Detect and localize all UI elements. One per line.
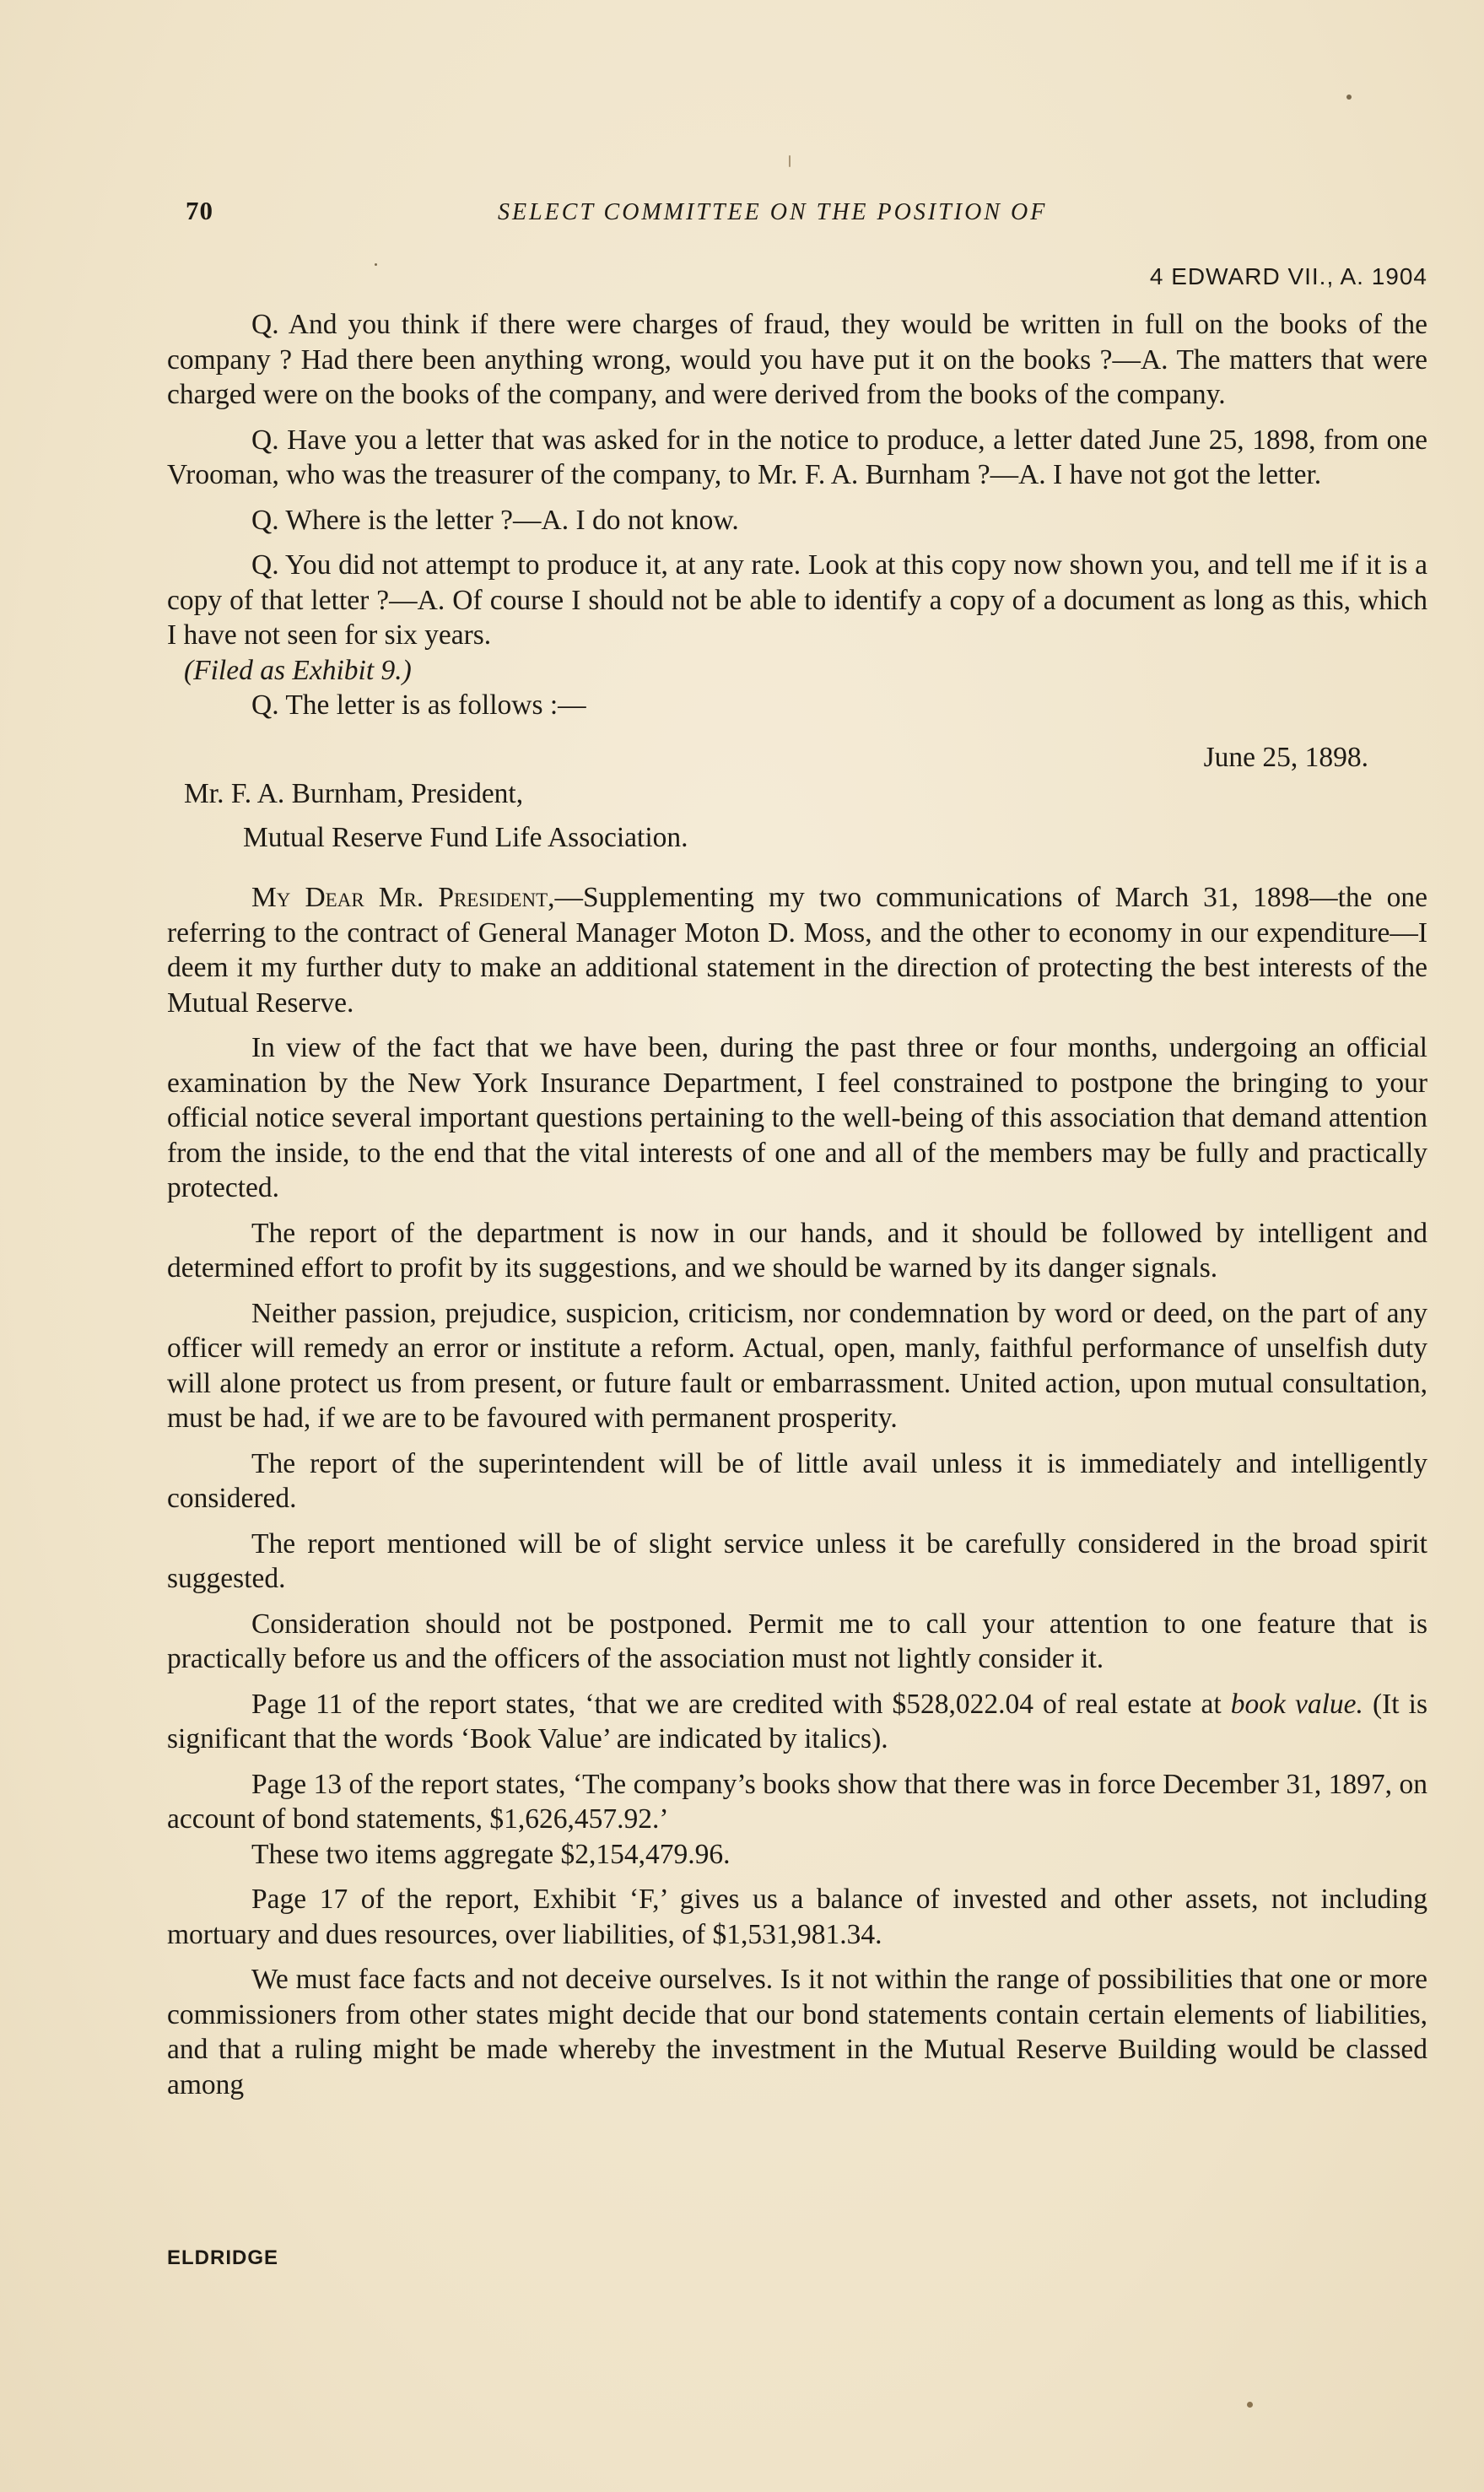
paragraph-salutation: [167, 880, 1427, 1020]
salutation-paragraph-text: —Supplementing my two communications of March 31, 1898—the one referring to the contract of General Manager Moton D. Moss, and the other to economy in our expenditure—I deem it my further duty to make an additional statement in the direction of protecting the best interests of the Mutual Reserve.: [167, 882, 1428, 1019]
letter-address-line-1: Mr. F. A. Burnham, President,: [184, 778, 524, 809]
paper-speck: [1346, 95, 1352, 100]
paper-speck: [789, 155, 791, 167]
page-number: 70: [186, 196, 213, 225]
paragraph-q-produce-copy: Q. You did not attempt to produce it, at any rate. Look at this copy now shown you, and tell me if it is a copy of that letter ?—A. Of course I should not be able to identify a copy of a document as long as this, which I have not seen for six years.: [167, 549, 1427, 651]
paper-speck: [1247, 2402, 1253, 2408]
paragraph-q-charges-of-fraud: Q. And you think if there were charges of fraud, they would be written in full on the books of the company ? Had there been anything wrong, would you have put it on the books ?—A. The matters that were charged were on the books of the company, and were derived from the books of the company.: [167, 309, 1427, 410]
paragraph-consideration: Consideration should not be postponed. Permit me to call your attention to one feature that is practically before us and the officers of the association must not lightly consider it.: [167, 1608, 1427, 1674]
filed-exhibit-note: (Filed as Exhibit 9.): [184, 654, 412, 686]
paragraph-neither-passion: Neither passion, prejudice, suspicion, criticism, nor condemnation by word or deed, on the part of any officer will remedy an error or institute a reform. Actual, open, manly, faithful performance of unselfish duty will alone protect us from present, or future fault or embarrassment. United action, upon mutual consultation, must be had, if we are to be favoured with permanent prosperity.: [167, 1297, 1427, 1434]
paragraph-report-of-department: The report of the department is now in our hands, and it should be followed by intelligent and determined effort to profit by its suggestions, and we should be warned by its danger signals.: [167, 1217, 1427, 1284]
body-text: [167, 307, 1427, 2102]
signature-mark: ELDRIDGE: [167, 2246, 279, 2269]
paragraph-q-letter-vrooman: Q. Have you a letter that was asked for in the notice to produce, a letter dated June 25, 1898, from one Vrooman, who was the treasurer of the company, to Mr. F. A. Burnham ?—A. I have not got the letter.: [167, 424, 1427, 490]
paragraph-face-facts: We must face facts and not deceive ourselves. Is it not within the range of possibilities that one or more commissioners from other states might decide that our bond statements contain certain elements of liabilities, and that a ruling might be made whereby the investment in the Mutual Reserve Building would be classed among: [167, 1964, 1427, 2100]
page-11-text-b: (It is significant that the words ‘Book Value’ are indicated by italics).: [167, 1688, 1427, 1754]
letter-date: June 25, 1898.: [1203, 741, 1368, 773]
paragraph-page-11: [167, 1687, 1427, 1757]
paragraph-page-17: Page 17 of the report, Exhibit ‘F,’ gives us a balance of invested and other assets, not including mortuary and dues resources, over liabilities, of $1,531,981.34.: [167, 1884, 1427, 1950]
running-title: SELECT COMMITTEE ON THE POSITION OF: [498, 199, 1048, 225]
paragraph-q-where-is-letter: Q. Where is the letter ?—A. I do not know.: [251, 504, 739, 536]
session-reference: 4 EDWARD VII., A. 1904: [1149, 263, 1427, 289]
session-line-wrap: [186, 0, 1427, 304]
paragraph-report-superintendent: The report of the superintendent will be of little avail unless it is immediately and intelligently considered.: [167, 1447, 1427, 1514]
page-11-italic-book-value: book value.: [1230, 1688, 1363, 1720]
letter-address-line-2: Mutual Reserve Fund Life Association.: [243, 821, 688, 853]
letter-salutation: My Dear Mr. President,: [251, 882, 555, 913]
paragraph-official-examination: In view of the fact that we have been, during the past three or four months, undergoing an official examination by the New York Insurance Department, I feel constrained to postpone the bringing to your official notice several important questions pertaining to the well-being of this association that demand attention from the inside, to the end that the vital interests of one and all of the members may be fully and practically protected.: [167, 1032, 1427, 1203]
paragraph-two-items: These two items aggregate $2,154,479.96.: [251, 1838, 731, 1870]
page-11-text-a: Page 11 of the report states, ‘that we are credited with $528,022.04 of real estate at: [251, 1688, 1231, 1720]
paper-speck: [375, 263, 377, 266]
paragraph-page-13: Page 13 of the report states, ‘The company’s books show that there was in force December 31, 1897, on account of bond statements, $1,626,457.92.’: [167, 1768, 1427, 1835]
paragraph-report-mentioned: The report mentioned will be of slight service unless it be carefully considered in the broad spirit suggested.: [167, 1527, 1427, 1594]
paragraph-q-letter-follows: Q. The letter is as follows :—: [251, 689, 586, 721]
